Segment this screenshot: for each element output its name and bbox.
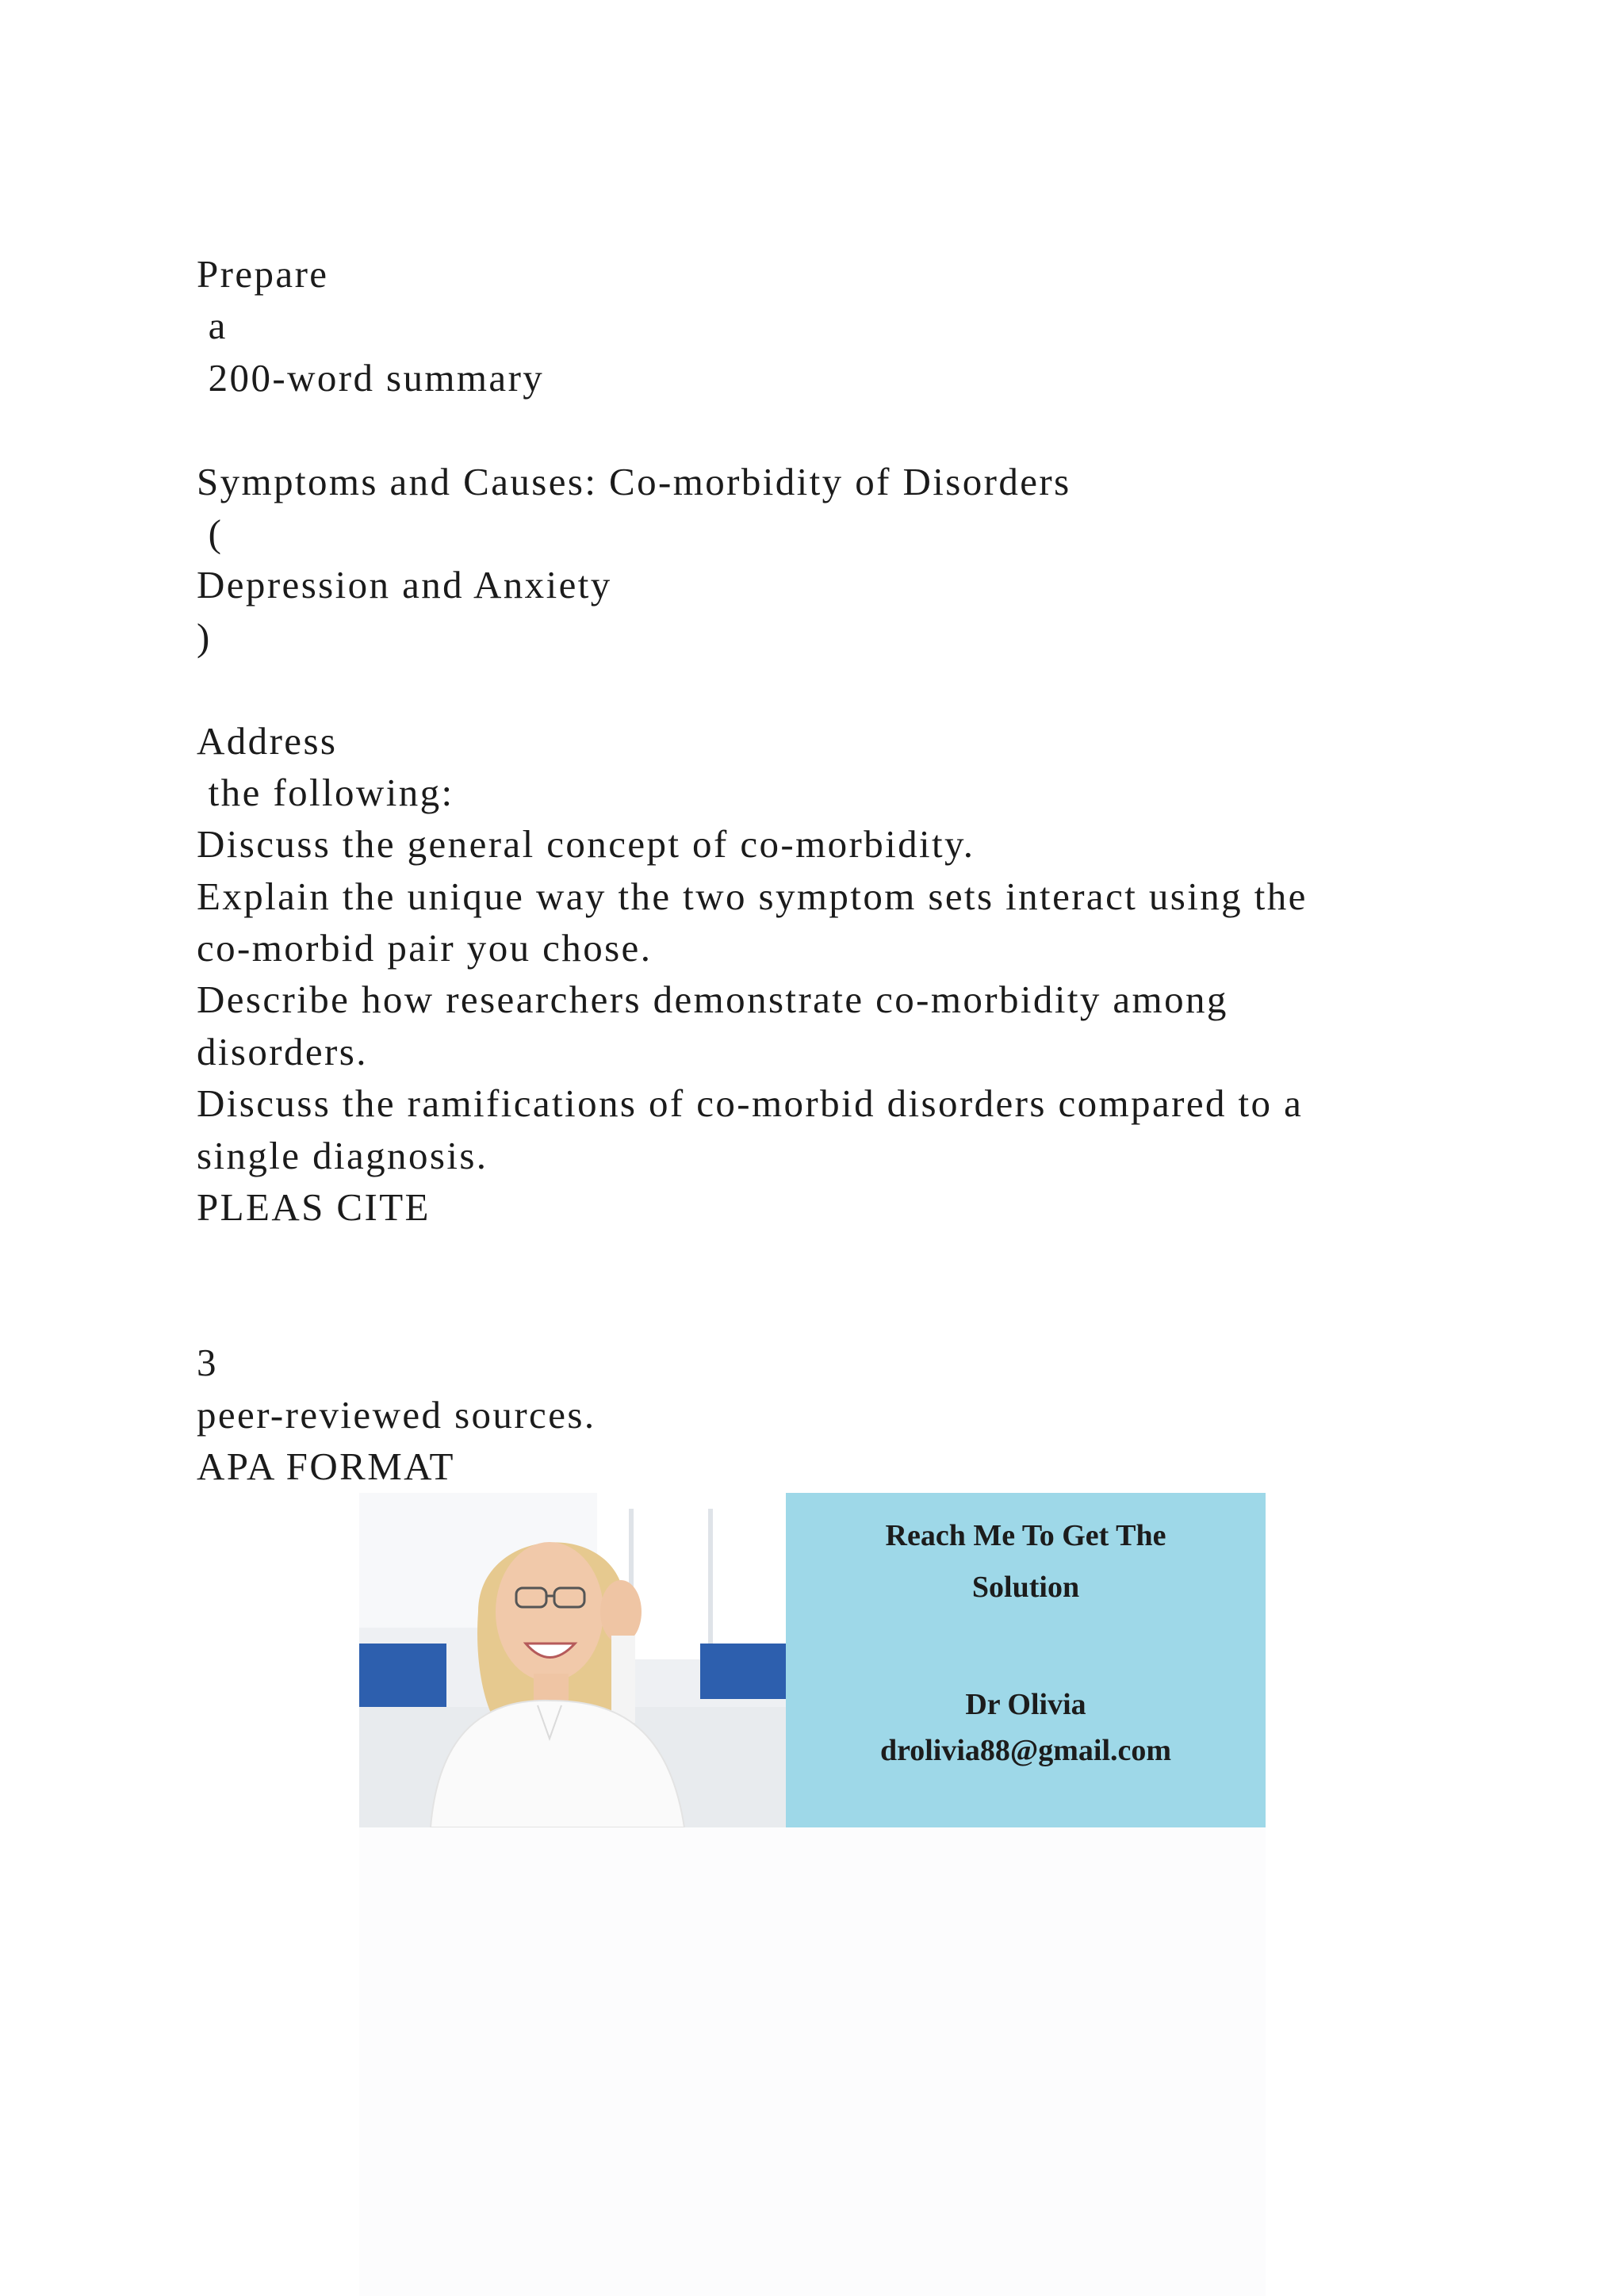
spacer: [197, 404, 1465, 455]
woman-photo-illustration: [359, 1493, 786, 1827]
contact-banner: [359, 1493, 1266, 1827]
prepare-line: 200-word summary: [197, 355, 545, 400]
woman-photo: [359, 1493, 786, 1827]
assignment-text: [197, 248, 1465, 1492]
spacer: [197, 663, 1465, 714]
prepare-line: a: [197, 304, 228, 348]
contact-name: Dr Olivia: [965, 1688, 1086, 1721]
instruction-line: Address: [197, 718, 338, 763]
topic-line: (: [197, 511, 224, 555]
contact-email[interactable]: drolivia88@gmail.com: [879, 1734, 1172, 1767]
topic-line: Symptoms and Causes: Co-morbidity of Disorders: [197, 459, 1071, 503]
instruction-line: Explain the unique way the two symptom sets interact using the: [197, 874, 1308, 918]
instruction-line: co-morbid pair you chose.: [197, 926, 653, 970]
prepare-line: Prepare: [197, 252, 329, 296]
promo-panel: [786, 1493, 1266, 1827]
promo-headline: Reach Me To Get The: [885, 1519, 1166, 1552]
blank-image-area: [359, 1827, 1266, 2296]
spacer: [197, 1233, 1465, 1337]
source-line: APA FORMAT: [197, 1445, 455, 1488]
instruction-line: disorders.: [197, 1029, 368, 1073]
instruction-line: Describe how researchers demonstrate co-morbidity among: [197, 978, 1228, 1022]
instruction-line: Discuss the ramifications of co-morbid disorders compared to a: [197, 1081, 1304, 1126]
source-line: 3: [197, 1341, 218, 1385]
topic-line: Depression and Anxiety: [197, 563, 612, 607]
instruction-line: Discuss the general concept of co-morbidity.: [197, 822, 975, 867]
source-line: peer-reviewed sources.: [197, 1392, 596, 1437]
instruction-line: single diagnosis.: [197, 1133, 488, 1177]
instruction-line: PLEAS CITE: [197, 1185, 431, 1230]
instruction-line: the following:: [197, 770, 454, 814]
promo-headline-2: Solution: [971, 1571, 1080, 1604]
topic-line: ): [197, 614, 212, 659]
